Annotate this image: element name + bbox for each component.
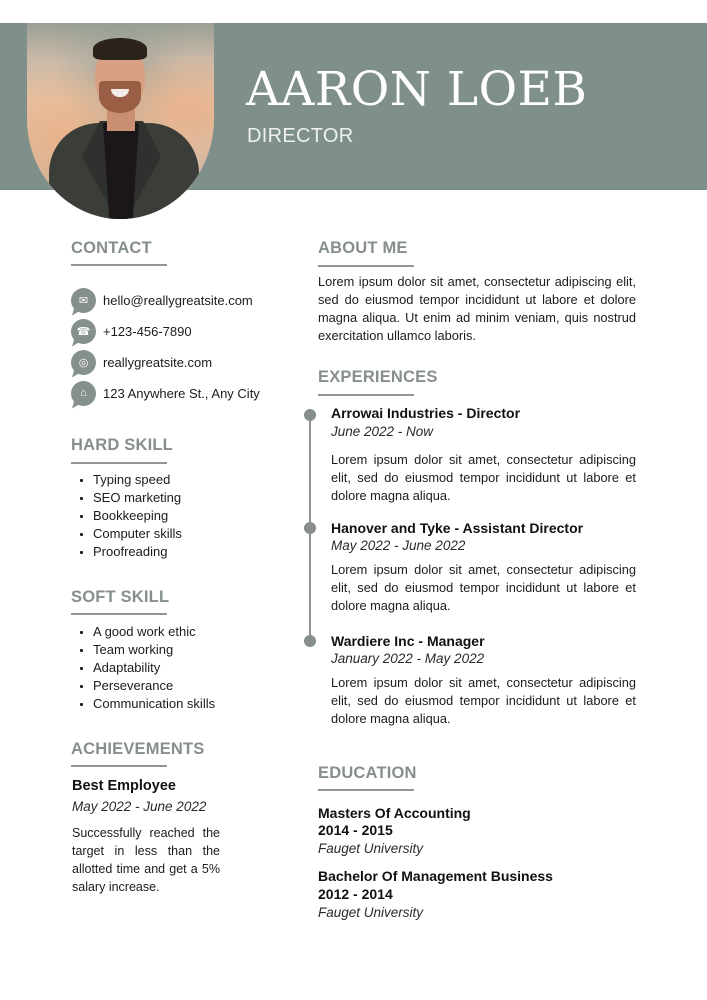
list-item: Typing speed — [80, 471, 182, 489]
contact-email[interactable] — [71, 287, 253, 313]
education-degree: Bachelor Of Management Business — [318, 868, 553, 884]
contact-website[interactable] — [71, 349, 212, 375]
timeline-dot — [304, 409, 316, 421]
list-item: Team working — [80, 641, 215, 659]
contact-website-text: reallygreatsite.com — [103, 354, 213, 370]
globe-icon: ◎ — [71, 350, 96, 375]
home-icon: ⌂ — [71, 381, 96, 406]
education-rule — [318, 789, 414, 791]
education-degree: Masters Of Accounting — [318, 805, 471, 821]
mail-icon: ✉ — [71, 288, 96, 313]
experience-date: May 2022 - June 2022 — [331, 538, 466, 553]
list-item: Communication skills — [80, 695, 215, 713]
education-years: 2012 - 2014 — [318, 886, 393, 902]
about-heading: ABOUT ME — [318, 239, 408, 257]
achievement-title: Best Employee — [72, 778, 176, 794]
education-heading: EDUCATION — [318, 764, 417, 782]
contact-phone-text: +123-456-7890 — [103, 323, 192, 339]
contact-address — [71, 380, 260, 406]
contact-rule — [71, 264, 167, 266]
list-item: A good work ethic — [80, 623, 215, 641]
experiences-rule — [318, 394, 414, 396]
list-item: SEO marketing — [80, 489, 182, 507]
hard-skill-rule — [71, 462, 167, 464]
contact-heading: CONTACT — [71, 239, 152, 257]
hard-skill-list — [80, 471, 182, 561]
experience-title: Arrowai Industries - Director — [331, 405, 521, 421]
photo-shirt — [103, 123, 139, 219]
achievements-rule — [71, 765, 167, 767]
experience-description: Lorem ipsum dolor sit amet, consectetur adipiscing elit, sed do eiusmod tempor incididunt ut labore et dolore magna aliqua. — [331, 562, 636, 613]
list-item: Perseverance — [80, 677, 215, 695]
soft-skill-list — [80, 623, 215, 713]
experience-title: Wardiere Inc - Manager — [331, 633, 485, 649]
profile-photo — [27, 23, 214, 219]
experiences-heading: EXPERIENCES — [318, 368, 438, 386]
list-item: Proofreading — [80, 543, 182, 561]
contact-email-text: hello@reallygreatsite.com — [103, 292, 253, 308]
experience-description: Lorem ipsum dolor sit amet, consectetur adipiscing elit, sed do eiusmod tempor incididunt ut labore et dolore magna aliqua. — [331, 452, 636, 503]
education-school: Fauget University — [318, 905, 424, 920]
list-item: Adaptability — [80, 659, 215, 677]
list-item: Computer skills — [80, 525, 182, 543]
soft-skill-heading: SOFT SKILL — [71, 588, 170, 606]
experience-date: January 2022 - May 2022 — [331, 651, 485, 666]
photo-hair — [93, 38, 147, 60]
experience-description: Lorem ipsum dolor sit amet, consectetur adipiscing elit, sed do eiusmod tempor incididunt ut labore et dolore magna aliqua. — [331, 675, 636, 726]
achievements-heading: ACHIEVEMENTS — [71, 740, 205, 758]
education-years: 2014 - 2015 — [318, 822, 393, 838]
timeline-dot — [304, 635, 316, 647]
contact-address-text: 123 Anywhere St., Any City — [103, 385, 260, 401]
soft-skill-rule — [71, 613, 167, 615]
experience-date: June 2022 - Now — [331, 424, 434, 439]
candidate-title: DIRECTOR — [247, 125, 354, 147]
education-school: Fauget University — [318, 841, 424, 856]
about-text: Lorem ipsum dolor sit amet, consectetur adipiscing elit, sed do eiusmod tempor incididunt ut labore et dolore magna aliqua. Ut enim ad minim veniam, quis nostrud exercitation ullamco laboris. — [318, 274, 636, 343]
contact-phone[interactable] — [71, 318, 192, 344]
timeline-dot — [304, 522, 316, 534]
photo-beard — [99, 81, 141, 113]
hard-skill-heading: HARD SKILL — [71, 436, 173, 454]
achievement-description: Successfully reached the target in less than the allotted time and get a 5% salary increase. — [72, 826, 220, 894]
experience-title: Hanover and Tyke - Assistant Director — [331, 520, 584, 536]
achievement-date: May 2022 - June 2022 — [72, 799, 207, 814]
list-item: Bookkeeping — [80, 507, 182, 525]
about-rule — [318, 265, 414, 267]
candidate-name: AARON LOEB — [246, 62, 588, 117]
phone-icon: ☎ — [71, 319, 96, 344]
